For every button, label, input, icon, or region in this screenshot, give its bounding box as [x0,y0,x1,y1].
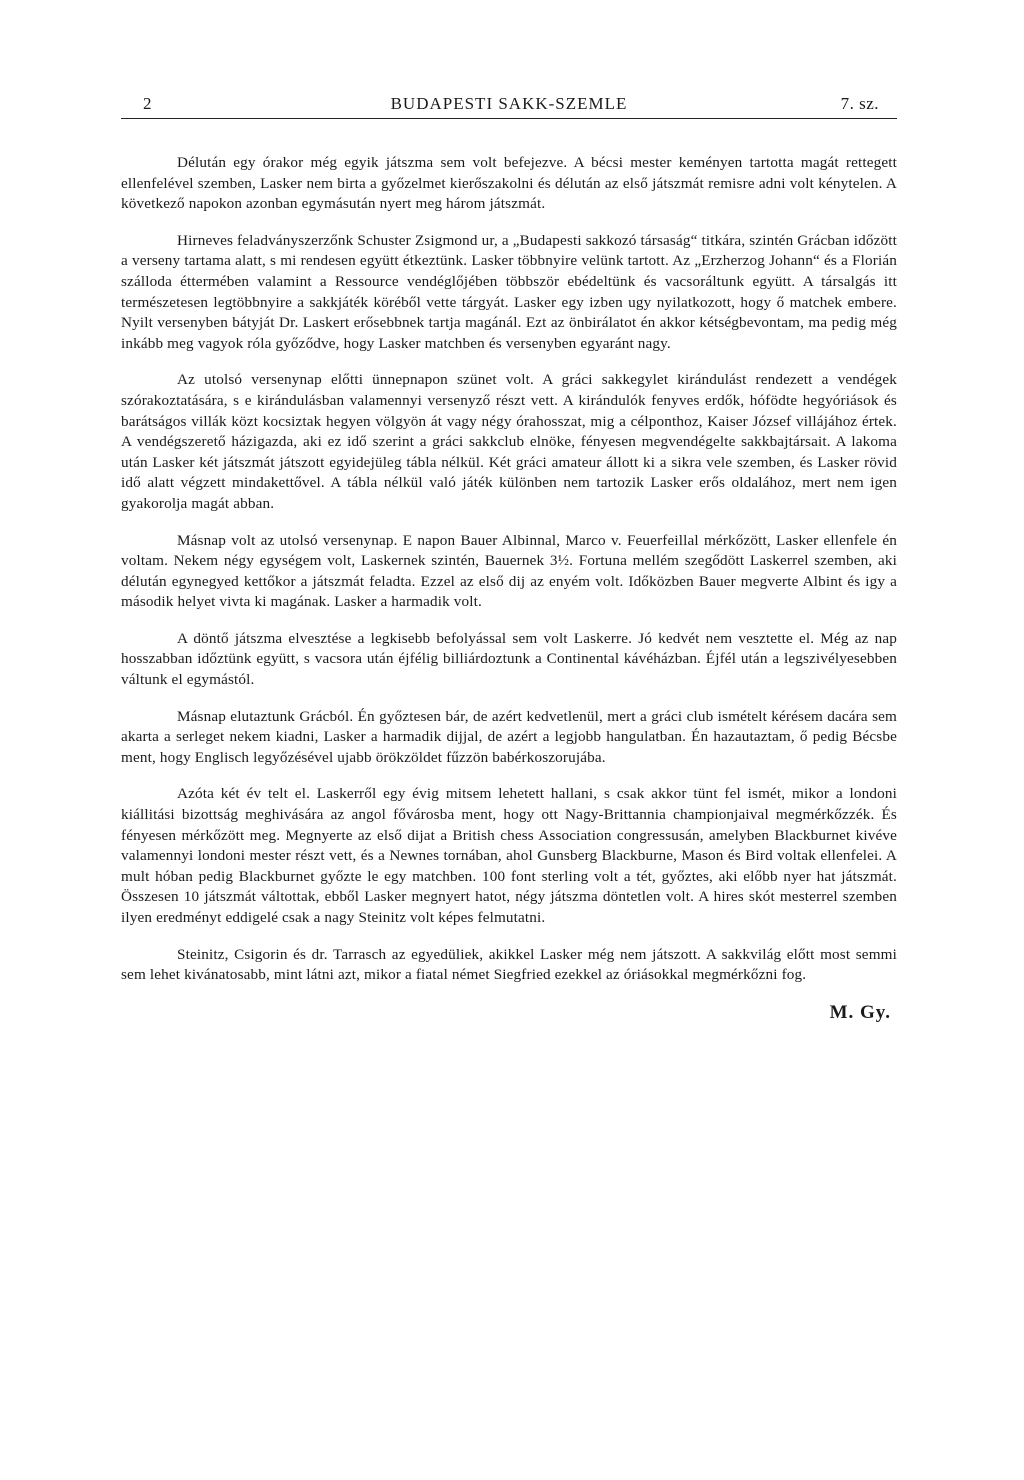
paragraph: Az utolsó versenynap előtti ünnepnapon szünet volt. A gráci sakkegylet kirándulást rendezett a vendégek szórakoztatására, s e kirándulásban valamennyi versenyző részt vett. A kirándulók fenyves erdők, hófödte hegyóriások és barátságos villák közt kocsiztak hegyen völgyön át vagy négy órahosszat, mig a célponthoz, Kaiser József villájához értek. A vendégszerető házigazda, aki ez idő szerint a gráci sakkclub elnöke, fényesen megvendégelte sakkbajtársait. A lakoma után Lasker két játszmát játszott egyidejüleg tábla nélkül. Két gráci amateur állott ki a sikra vele szemben, és Lasker rövid idő alatt végzett mindakettővel. A tábla nélkül való játék különben nem tartozik Lasker erős oldalához, mert nem igen gyakorolja magát abban. [121,371,897,512]
page [121,88,897,1024]
paragraph: Steinitz, Csigorin és dr. Tarrasch az egyedüliek, akikkel Lasker még nem játszott. A sakkvilág előtt most semmi sem lehet kivánatosabb, mint látni azt, mikor a fiatal német Siegfried ezekkel az óriásokkal megmérkőzni fog. [121,945,897,984]
journal-title: BUDAPESTI SAKK-SZEMLE [390,94,628,113]
paragraph: Másnap volt az utolsó versenynap. E napon Bauer Albinnal, Marco v. Feuerfeillal mérkőzött, Lasker ellenfele én voltam. Nekem négy egységem volt, Laskernek szintén, Bauernek 3½. Fortuna mellém szegődött Laskerrel szemben, aki délután egynegyed kettőkor a játszmát feladta. Ezzel az első dij az enyém volt. Időközben Bauer megverte Albint és igy a második helyet vivta ki magának. Lasker a harmadik volt. [121,531,897,611]
running-head [121,88,897,119]
paragraph: Hirneves feladványszerzőnk Schuster Zsigmond ur, a „Budapesti sakkozó társaság“ titkára, szintén Grácban időzött a verseny tartama alatt, s mi rendesen együtt étkeztünk. Lasker többnyire velünk tartott. Az „Erzherzog Johann“ és a Florián szálloda éttermében valamint a Ressource vendéglőjében többször ebédeltünk és vacsoráltunk együtt. A társalgás itt természetesen legtöbbnyire a sakkjáték köréből vette tárgyát. Lasker egy izben ugy nyilatkozott, hogy ő matchek embere. Nyilt versenyben bátyját Dr. Laskert erősebbnek tartja magánál. Ezt az önbirálatot én akkor kétségbevontam, ma pedig még inkább meg vagyok róla győződve, hogy Lasker matchben és versenyben egyaránt nagy. [121,231,897,352]
paragraph: Azóta két év telt el. Laskerről egy évig mitsem lehetett hallani, s csak akkor tünt fel ismét, mikor a londoni kiállitási bizottság meghivására az angol fővárosba ment, hogy ott Nagy-Brittannia championjaival megmérkőzzék. És fényesen mérkőzött meg. Megnyerte az első dijat a British chess Association congressusán, amelyben Blackburnet kivéve valamennyi londoni mester részt vett, és a Newnes tornában, ahol Gunsberg Blackburne, Mason és Bird voltak ellenfelei. A mult hóban pedig Blackburnet győzte le egy matchben. 100 font sterling volt a tét, győztes, aki előbb nyer hat játszmát. Összesen 10 játszmát váltottak, ebből Lasker megnyert hatot, négy játszma döntetlen volt. A hires skót mesterrel szemben ilyen eredményt eddigelé csak a nagy Steinitz volt képes felmutatni. [121,785,897,926]
paragraph: Délután egy órakor még egyik játszma sem volt befejezve. A bécsi mester keményen tartotta magát rettegett ellenfelével szemben, Lasker nem birta a győzelmet kierőszakolni és délután az első játszmát remisre adni volt kénytelen. A következő napokon azonban egymásután nyert meg három játszmát. [121,154,897,213]
author-signature: M. Gy. [829,1001,891,1023]
article-body [121,153,897,1024]
paragraph: A döntő játszma elvesztése a legkisebb befolyással sem volt Laskerre. Jó kedvét nem vesztette el. Még az nap hosszabban időztünk együtt, s vacsora után éjfélig billiárdoztunk a Continental kávéházban. Éjfél után a legszivélyesebben váltunk el egymástól. [121,629,897,689]
page-number: 2 [143,94,152,113]
issue-number: 7. sz. [840,94,879,113]
paragraph: Másnap elutaztunk Grácból. Én győztesen bár, de azért kedvetlenül, mert a gráci club ismételt kérésem dacára sem akarta a serleget nekem kiadni, Lasker a harmadik dijjal, de azért a legjobb hangulatban. Én hazautaztam, ő pedig Bécsbe ment, hogy Englisch legyőzésével ujabb örökzöldet fűzzön babérkoszorujába. [121,707,897,766]
